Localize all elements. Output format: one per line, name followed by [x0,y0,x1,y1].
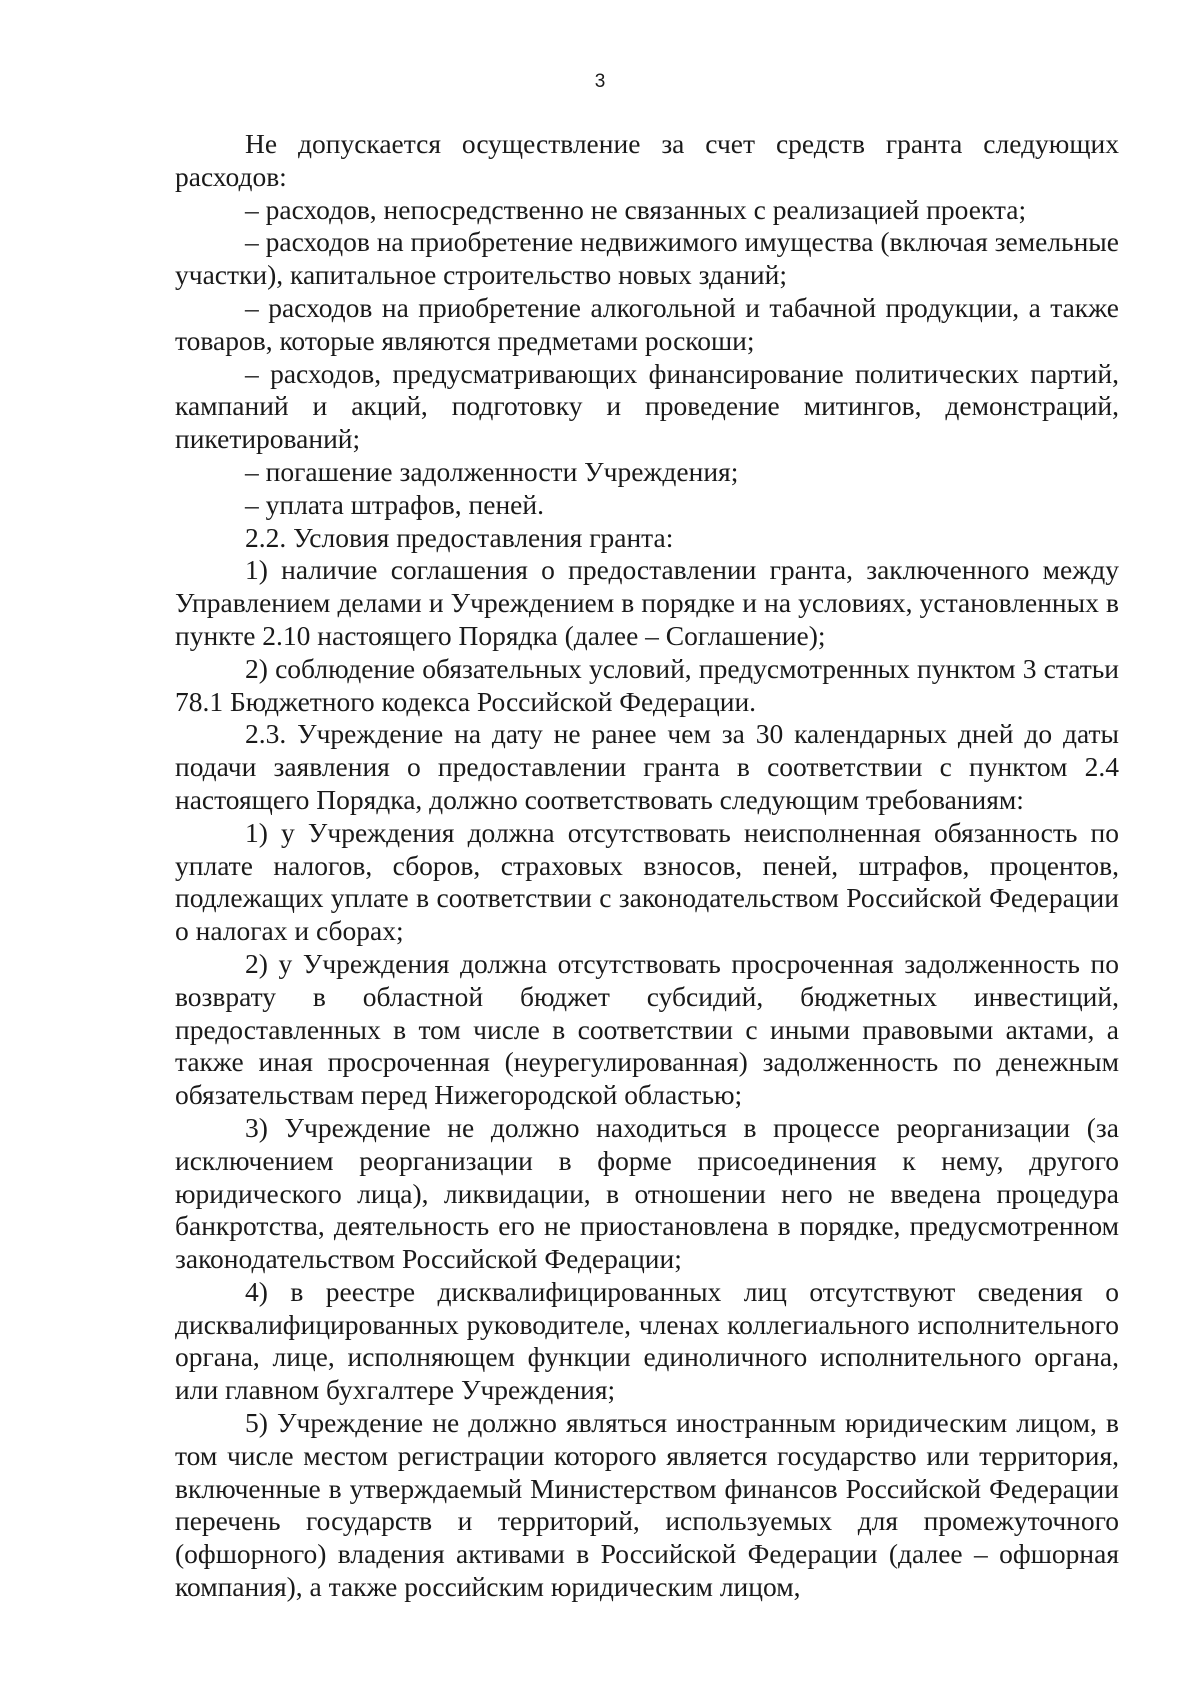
requirement-1: 1) у Учреждения должна отсутствовать неисполненная обязанность по уплате налогов, сборов, страховых взносов, пеней, штрафов, процентов, подлежащих уплате в соответствии с законодательством Российской Федерации о налогах и сборах; [175,816,1119,947]
list-item-political: – расходов, предусматривающих финансирование политических партий, кампаний и акций, подготовку и проведение митингов, демонстраций, пикетирований; [175,357,1119,455]
section-heading-2-2: 2.2. Условия предоставления гранта: [245,521,674,553]
list-item-real-estate: – расходов на приобретение недвижимого имущества (включая земельные участки), капитальное строительство новых зданий; [175,226,1119,291]
requirement-5: 5) Учреждение не должно являться иностранным юридическим лицом, в том числе местом регистрации которого является государство или территория, включенные в утверждаемый Министерством финансов Российской Федерации перечень государств и территорий, используемых для промежуточного (офшорного) владения активами в Российской Федерации (далее – офшорная компания), а также российским юридическим лицом, [175,1407,1119,1603]
paragraph-intro-expenses: Не допускается осуществление за счет средств гранта следующих расходов: [175,128,1119,192]
requirement-4: 4) в реестре дисквалифицированных лиц отсутствуют сведения о дисквалифицированных руководителе, членах коллегиального исполнительного органа, лице, исполняющем функции единоличного исполнительного органа, или главном бухгалтере Учреждения; [175,1275,1119,1406]
requirement-2: 2) у Учреждения должна отсутствовать просроченная задолженность по возврату в областной бюджет субсидий, бюджетных инвестиций, предоставленных в том числе в соответствии с иными правовыми актами, а также иная просроченная (неурегулированная) задолженность по денежным обязательствам перед Нижегородской областью; [175,947,1119,1111]
requirement-3: 3) Учреждение не должно находиться в процессе реорганизации (за исключением реорганизации в форме присоединения к нему, другого юридического лица), ликвидации, в отношении него не введена процедура банкротства, деятельность его не приостановлена в порядке, предусмотренном законодательством Российской Федерации; [175,1111,1119,1275]
section-2-3: 2.3. Учреждение на дату не ранее чем за 30 календарных дней до даты подачи заявления о предоставлении гранта в соответствии с пунктом 2.4 настоящего Порядка, должно соответствовать следующим требованиям: [175,718,1119,815]
page-number: 3 [594,71,606,92]
list-item-debt-repayment: – погашение задолженности Учреждения; [245,455,739,487]
list-item-alcohol-tobacco: – расходов на приобретение алкогольной и табачной продукции, а также товаров, которые являются предметами роскоши; [175,291,1119,356]
condition-1: 1) наличие соглашения о предоставлении гранта, заключенного между Управлением делами и Учреждением в порядке и на условиях, установленных в пункте 2.10 настоящего Порядка (далее – Соглашение); [175,554,1119,651]
condition-2: 2) соблюдение обязательных условий, предусмотренных пунктом 3 статьи 78.1 Бюджетного кодекса Российской Федерации. [175,652,1119,717]
document-body [175,128,1119,1604]
list-item-unrelated-expenses: – расходов, непосредственно не связанных с реализацией проекта; [245,193,1027,225]
list-item-fines: – уплата штрафов, пеней. [245,488,544,520]
